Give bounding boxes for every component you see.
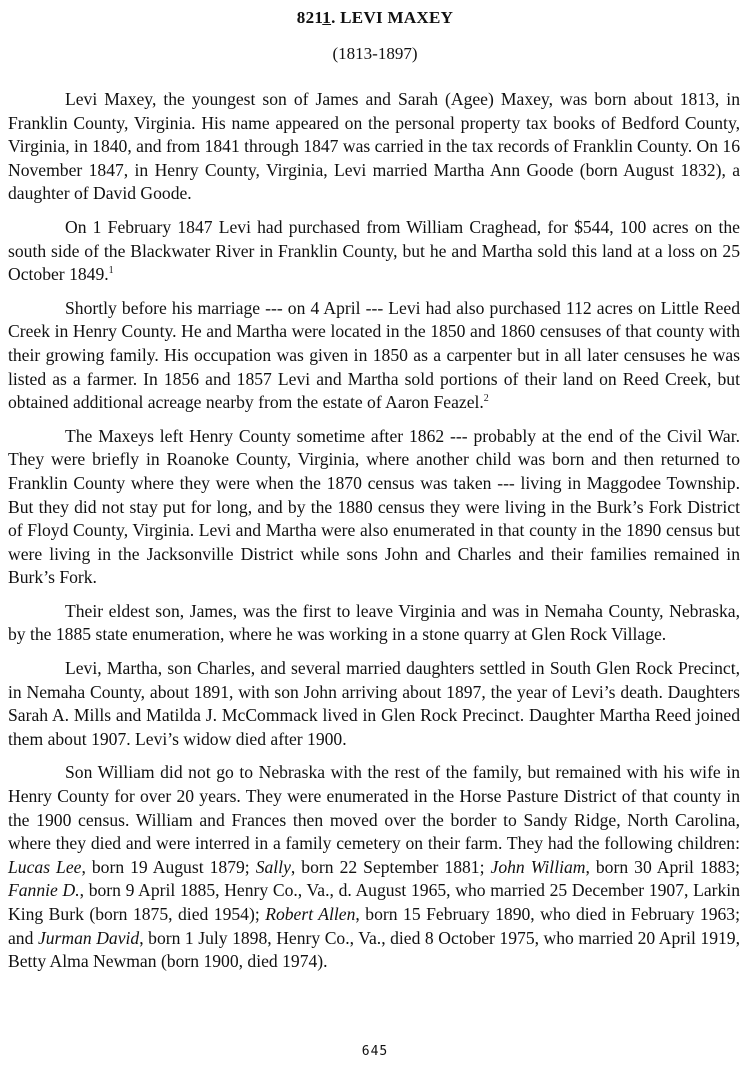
child-details: , born 22 September 1881; <box>290 856 491 877</box>
title-number-prefix: 821 <box>296 8 323 27</box>
child-details: , born 9 April 1885, Henry Co., Va., d. August 1965, who married 25 December 1907, Larkin King Burk (born 1875, died 1954); <box>8 880 740 924</box>
paragraph-2 <box>8 216 740 287</box>
footnote-marker: 1 <box>108 265 114 277</box>
page-title <box>0 8 750 28</box>
document-body <box>8 88 740 984</box>
paragraph-text: Son William did not go to Nebraska with the rest of the family, but remained with his wife in Henry County for over 20 years. They were enumerated in the Horse Pasture District of that county in the 1900 census. William and Frances then moved over the border to Sandy Ridge, North Carolina, where they died and were interred in a family cemetery on their farm. They had the following children: <box>8 762 740 854</box>
paragraph-3 <box>8 297 740 415</box>
life-dates: (1813-1897) <box>332 44 418 63</box>
paragraph-6 <box>8 657 740 751</box>
paragraph-text: Levi Maxey, the youngest son of James and Sarah (Agee) Maxey, was born about 1813, in Franklin County, Virginia. His name appeared on the personal property tax books of Bedford County, Virginia, in 1840, and from 1841 through 1847 was carried in the tax records of Franklin County. On 16 November 1847, in Henry County, Virginia, Levi married Martha Ann Goode (born August 1832), a daughter of David Goode. <box>8 89 740 204</box>
paragraph-text: Their eldest son, James, was the first to leave Virginia and was in Nemaha County, Nebraska, by the 1885 state enumeration, where he was working in a stone quarry at Glen Rock Village. <box>8 600 740 645</box>
paragraph-text: On 1 February 1847 Levi had purchased from William Craghead, for $544, 100 acres on the south side of the Blackwater River in Franklin County, but he and Martha sold this land at a loss on 25 October 1849. <box>8 216 740 285</box>
paragraph-text: The Maxeys left Henry County sometime after 1862 --- probably at the end of the Civil War. They were briefly in Roanoke County, Virginia, where another child was born and then returned to Franklin County where they were when the 1870 census was taken --- living in Maggodee Township. But they did not stay put for long, and by the 1880 census they were living in the Burk’s Fork District of Floyd County, Virginia. Levi and Martha were also enumerated in that county in the 1890 census but were living in the Jacksonville District while sons John and Charles and their families remained in Burk’s Fork. <box>8 425 740 588</box>
paragraph-7 <box>8 761 740 973</box>
page-number: 645 <box>361 1044 389 1059</box>
child-name: Lucas Lee <box>8 856 82 877</box>
footnote-marker: 2 <box>483 393 489 405</box>
child-name: Fannie D. <box>8 880 80 901</box>
child-details: , born 30 April 1883; <box>585 856 741 877</box>
paragraph-text: Levi, Martha, son Charles, and several married daughters settled in South Glen Rock Precinct, in Nemaha County, about 1891, with son John arriving about 1897, the year of Levi’s death. Daughters Sarah A. Mills and Matilda J. McCommack lived in Glen Rock Precinct. Daughter Martha Reed joined them about 1907. Levi’s widow died after 1900. <box>8 658 740 749</box>
child-details: , born 19 August 1879; <box>81 856 256 877</box>
child-details: , born 15 February 1890, who died in February 1963; and <box>8 904 740 948</box>
child-name: Jurman David <box>37 927 140 948</box>
child-name: John William <box>490 856 586 877</box>
title-number-underlined: 1 <box>322 8 332 27</box>
paragraph-4 <box>8 425 740 590</box>
paragraph-1 <box>8 88 740 206</box>
child-name: Robert Allen <box>265 904 356 924</box>
paragraph-5 <box>8 600 740 647</box>
paragraph-text: Shortly before his marriage --- on 4 April --- Levi had also purchased 112 acres on Little Reed Creek in Henry County. He and Martha were located in the 1850 and 1860 censuses of that county with their growing family. His occupation was given in 1850 as a carpenter but in all later censuses he was listed as a farmer. In 1856 and 1857 Levi and Martha sold portions of their land on Reed Creek, but obtained additional acreage nearby from the estate of Aaron Feazel. <box>8 297 740 413</box>
child-details: , born 1 July 1898, Henry Co., Va., died 8 October 1975, who married 20 April 1919, Betty Alma Newman (born 1900, died 1974). <box>8 927 740 972</box>
title-name: . LEVI MAXEY <box>331 8 454 27</box>
child-name: Sally <box>255 856 291 877</box>
